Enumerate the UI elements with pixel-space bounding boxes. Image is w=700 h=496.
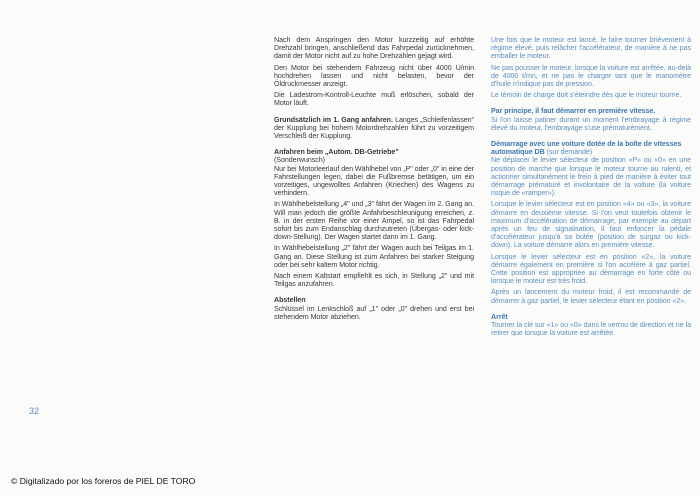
fr-paragraph-charge-lamp: Le témoin de charge doit s'éteindre dès que le moteur tourne. <box>491 91 682 100</box>
fr-paragraph-rpm-limit: Ne pas pousser le moteur, lorsque la voiture est arrêtée, au-delà de 4000 t/mn, et ne pas le charger tant que le manomètre d'huile n'indique pas de pression. <box>491 63 691 89</box>
fr-paragraph-clutch: Si l'on laisse patiner durant un moment l'embrayage à régime élevé du moteur, l'embrayage s'use prématurément. <box>491 115 691 132</box>
de-paragraph-rpm-limit: Den Motor bei stehendem Fahrzeug nicht über 4000 U/min hochdrehen lassen und nicht belasten, bevor der Öldruckmesser anzeigt. <box>274 63 474 89</box>
fr-paragraph-key: Tourner la clé sur «1» ou «0» dans le verrou de direction et ne la retirer que lorsque la voiture est arrêtée. <box>491 321 691 338</box>
de-paragraph-engine-start: Nach dem Anspringen den Motor kurzzeitig auf erhöhte Drehzahl bringen, anschließend das Fahrpedal zurücknehmen, damit der Motor nicht auf zu hohe Drehzahlen gejagt wird. <box>274 36 474 61</box>
fr-paragraph-position-4-3: Lorsque le levier sélecteur est en position «4» ou «3», la voiture démarre en deuxième vitesse. Si l'on veut toutefois obtenir le maximum d'accélération de démarrage, par exemple au départ après un feu de signalisation, il faut enfoncer la pédale d'accélérateur jusqu'à sa butée (position de surgaz ou kick-down). La voiture démarre alors en première vitesse. <box>491 200 691 250</box>
de-subheading-option: (Sonderwunsch) <box>274 156 325 165</box>
de-paragraph-cold-start: Nach einem Kaltstart empfiehlt es sich, in Stellung „2" und mit Teilgas anzufahren. <box>274 272 474 289</box>
de-paragraph-selector: Nur bei Motorleerlauf den Wählhebel von „P" oder „0" in eine der Fahrstellungen legen, dabei die Fußbremse betätigen, um ein vorzeitiges, ungewolltes Anfahren (Kriechen) des Wagens zu verhindern. <box>274 164 474 198</box>
german-column <box>274 36 474 324</box>
fr-heading-automatic-block <box>491 140 691 156</box>
fr-paragraph-selector: Ne déplacer le levier sélecteur de position «P» ou «0» en une position de marche que lorsque le moteur tourne au ralenti, et actionner simultanément le frein à pied de manière à éviter tout démarrage prématuré et involontaire de la voiture (la voiture risque de «ramper»). <box>491 156 691 198</box>
fr-paragraph-position-2: Lorsque le levier sélecteur est en position «2», la voiture démarre également en première si l'on accélère à gaz partiel. Cette position est appropriée au démarrage en forte côte ou lorsque le moteur est très froid. <box>491 252 691 286</box>
fr-paragraph-cold-start: Après un lancement du moteur froid, il est recommandé de démarrer à gaz partiel, le levier sélecteur étant en position «2». <box>491 288 691 305</box>
de-heading-stop: Abstellen <box>274 296 306 305</box>
fr-heading-automatic: Démarrage avec une voiture dotée de la boîte de vitesses automatique DB <box>491 140 682 157</box>
de-paragraph-charge-lamp: Die Ladestrom-Kontroll-Leuchte muß erlöschen, sobald der Motor läuft. <box>274 91 474 108</box>
scan-credit: © Digitalizado por los foreros de PIEL DE TORO <box>11 476 196 486</box>
de-paragraph-first-gear <box>274 116 474 141</box>
fr-paragraph-engine-start: Une fois que le moteur est lancé, le faire tourner brièvement à régime élevé, puis relâcher l'accélérateur, de manière à ne pas emballer le moteur. <box>491 36 691 61</box>
de-paragraph-key: Schlüssel im Lenkschloß auf „1" oder „0" drehen und erst bei stehendem Motor abziehen. <box>274 304 474 321</box>
de-paragraph-position-2: In Wählhebelstellung „2" fährt der Wagen auch bei Teilgas im 1. Gang an. Diese Stellung ist zum Anfahren bei starker Steigung oder bei sehr kaltem Motor richtig. <box>274 244 474 269</box>
de-heading-first-gear: Grundsätzlich im 1. Gang anfahren. <box>274 115 393 124</box>
fr-heading-first-gear: Par principe, il faut démarrer en première vitesse. <box>491 107 656 116</box>
fr-subheading-option: (sur demande) <box>546 148 593 157</box>
de-heading-automatic: Anfahren beim „Autom. DB-Getriebe" <box>274 148 399 157</box>
fr-heading-stop: Arrêt <box>491 312 508 321</box>
french-column <box>491 36 691 341</box>
page-number: 32 <box>29 406 40 416</box>
de-paragraph-position-4-3: In Wählhebelstellung „4" und „3" fährt der Wagen im 2. Gang an. Will man jedoch die größte Anfahrbeschleunigung erreichen, z. B. in der ersten Reihe vor einer Ampel, so ist das Fahrpedal sofort bis zum Endanschlag durchzutreten (Übergas- oder kick-down-Stellung). Der Wagen startet dann im 1. Gang. <box>274 200 474 242</box>
de-text-clutch: Langes „Schleifenlassen" der Kupplung bei hohem Motordrehzahlen führt zu vorzeitigem Verschleiß der Kupplung. <box>274 115 475 141</box>
